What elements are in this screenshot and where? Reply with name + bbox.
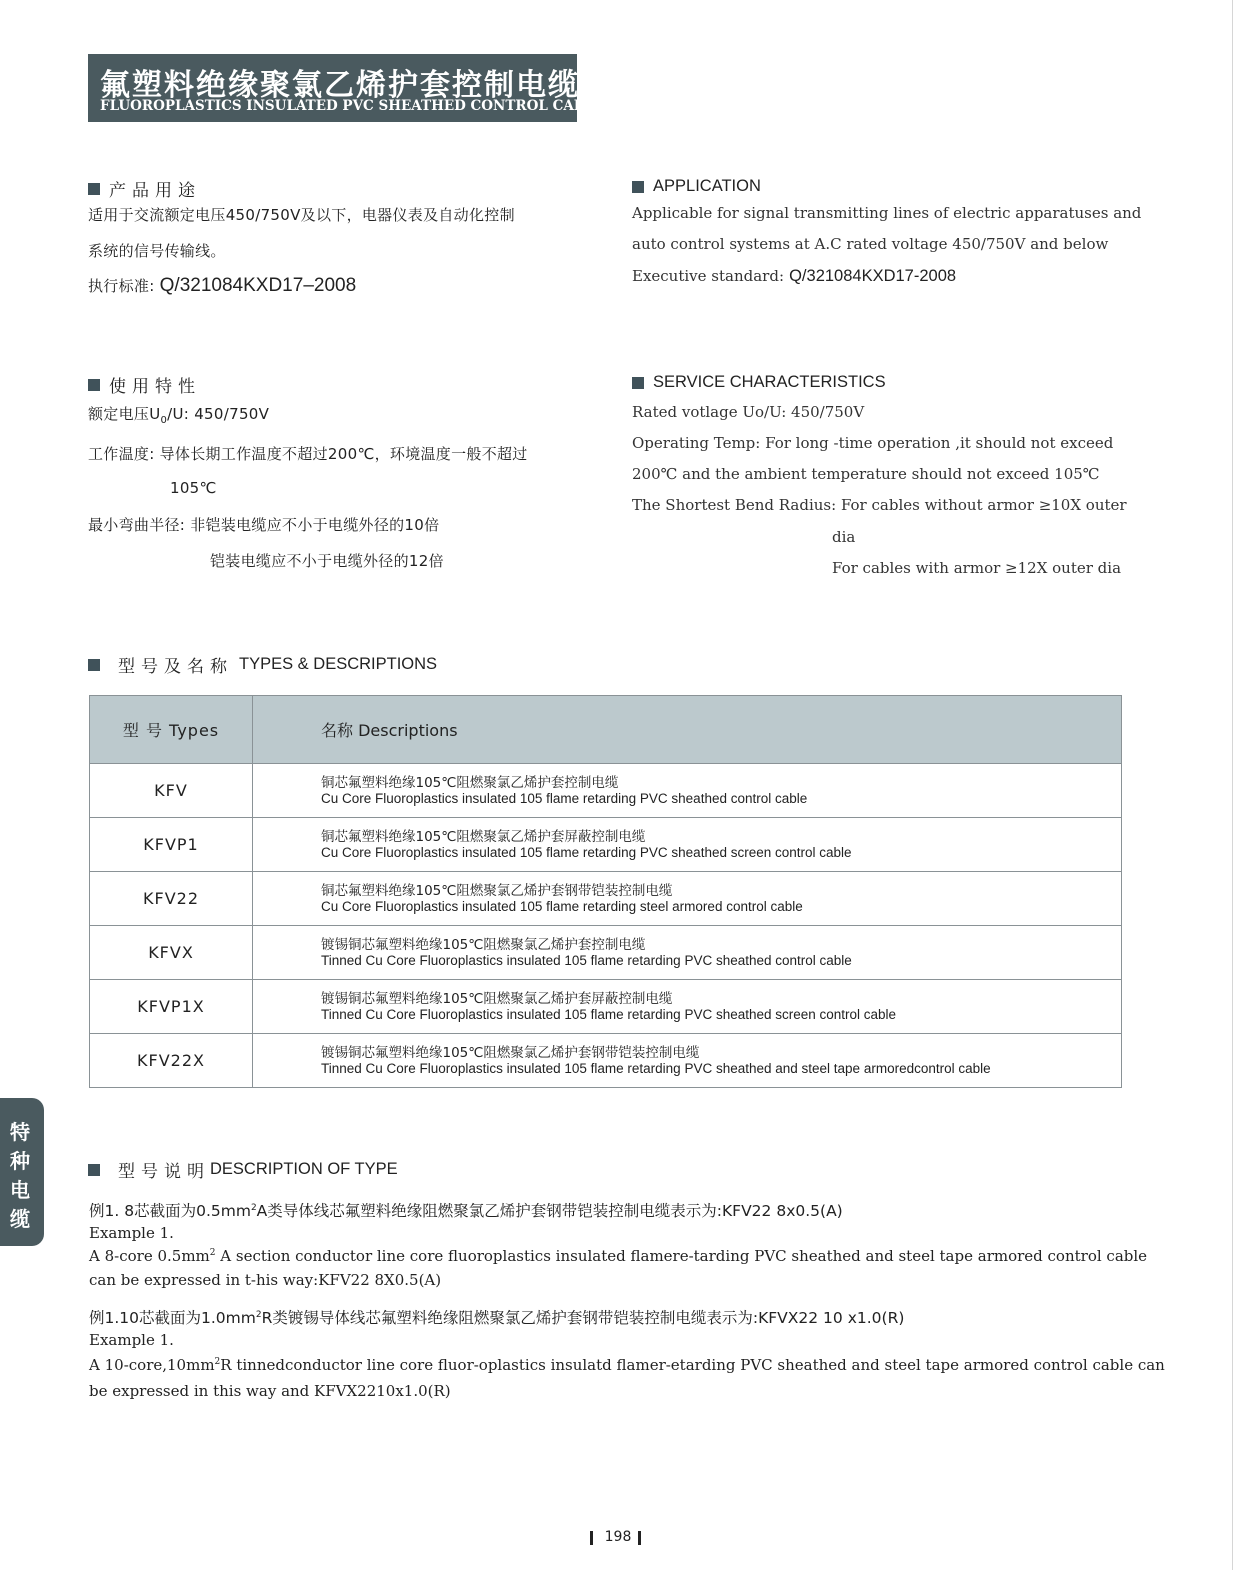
bullet-square-icon (88, 183, 100, 195)
service-en-bend1: The Shortest Bend Radius: For cables without armor ≥10X outer (632, 496, 1127, 514)
example2-en-line1: A $10-core,10mm^2R$ tinnedconductor line core fluor-oplastics insulatd flamer-etarding PVC sheathed and steel tape armored control cable can (89, 1356, 1165, 1374)
service-en-bend2: dia (832, 528, 856, 546)
example1-label: Example 1. (89, 1224, 174, 1242)
bullet-square-icon (88, 659, 100, 671)
type-code: KFV22X (90, 1034, 253, 1088)
types-heading: 型号及名称 TYPES & DESCRIPTIONS (88, 652, 437, 677)
bullet-square-icon (632, 181, 644, 193)
type-description: 镀锡铜芯氟塑料绝缘105℃阻燃聚氯乙烯护套屏蔽控制电缆 Tinned Cu Core Fluoroplastics insulated 105 flame retarding PVC sheathed screen control cable (253, 980, 1122, 1034)
application-en-line2: auto control systems at A.C rated voltage 450/750V and below (632, 235, 1109, 253)
title-banner (88, 54, 605, 122)
service-cn-temp2: 105℃ (170, 479, 217, 497)
example1-cn: 例1. 8芯截面为$0.5mm^2A$类导体线芯氟塑料绝缘阻燃聚氯乙烯护套钢带铠装控制电缆表示为:KFV22 8x0.5(A) (89, 1202, 843, 1220)
example2-cn: 例1.10芯截面为$1.0mm^2R$类镀锡导体线芯氟塑料绝缘阻燃聚氯乙烯护套钢带铠装控制电缆表示为:KFVX22 10 x1.0(R) (89, 1309, 905, 1327)
column-header-descriptions: 名称 Descriptions (253, 696, 1122, 764)
service-en-voltage: Rated votlage Uo/U: 450/750V (632, 403, 865, 421)
service-cn-bend2: 铠装电缆应不小于电缆外径的12倍 (210, 552, 444, 570)
application-cn-line1: 适用于交流额定电压450/750V及以下，电器仪表及自动化控制 (88, 206, 515, 224)
service-en-temp2: 200℃ and the ambient temperature should not exceed 105℃ (632, 465, 1100, 483)
side-tab-char: 种 (10, 1149, 30, 1173)
example2-en-line2: be expressed in this way and KFVX2210x1.0(R) (89, 1382, 451, 1400)
service-en-heading: SERVICE CHARACTERISTICS (632, 373, 886, 392)
application-en-heading: APPLICATION (632, 177, 761, 196)
page-edge-line (1232, 0, 1233, 1570)
side-tab-char: 电 (10, 1178, 30, 1202)
table-row (90, 1034, 1122, 1088)
service-cn-voltage: 额定电压$U_0/U$: 450/750V (88, 405, 270, 426)
title-en: FLUOROPLASTICS INSULATED PVC SHEATHED CONTROL CABLE (100, 98, 605, 114)
page-number-bar-right (638, 1531, 641, 1545)
service-en-temp1: Operating Temp: For long -time operation ,it should not exceed (632, 434, 1114, 452)
example1-en-line1: A 8-core $0.5mm^2$ A section conductor line core fluoroplastics insulated flamere-tarding PVC sheathed and steel tape armored control cable (89, 1247, 1148, 1265)
type-description: 铜芯氟塑料绝缘105℃阻燃聚氯乙烯护套控制电缆 Cu Core Fluoroplastics insulated 105 flame retarding PVC sheathed control cable (253, 764, 1122, 818)
side-tab-char: 特 (10, 1120, 30, 1144)
example2-label: Example 1. (89, 1331, 174, 1349)
example1-en-line2: can be expressed in t-his way:KFV22 8X0.5(A) (89, 1271, 442, 1289)
service-cn-bend1: 最小弯曲半径: 非铠装电缆应不小于电缆外径的10倍 (88, 516, 440, 534)
application-cn-line2: 系统的信号传输线。 (88, 242, 226, 260)
description-heading: 型号说明 DESCRIPTION OF TYPE (88, 1157, 398, 1182)
side-category-tab (0, 1098, 44, 1246)
service-en-bend3: For cables with armor ≥12X outer dia (832, 559, 1122, 577)
application-cn-heading: 产品用途 (88, 176, 201, 201)
table-row (90, 764, 1122, 818)
type-description: 镀锡铜芯氟塑料绝缘105℃阻燃聚氯乙烯护套钢带铠装控制电缆 Tinned Cu Core Fluoroplastics insulated 105 flame retarding PVC sheathed and steel tape armoredcontrol cable (253, 1034, 1122, 1088)
types-table-header (90, 696, 1122, 764)
bullet-square-icon (632, 377, 644, 389)
page-number: 198 (604, 1529, 632, 1545)
type-description: 镀锡铜芯氟塑料绝缘105℃阻燃聚氯乙烯护套控制电缆 Tinned Cu Core Fluoroplastics insulated 105 flame retarding PVC sheathed control cable (253, 926, 1122, 980)
side-tab-char: 缆 (10, 1207, 30, 1231)
table-row (90, 872, 1122, 926)
type-description: 铜芯氟塑料绝缘105℃阻燃聚氯乙烯护套屏蔽控制电缆 Cu Core Fluoroplastics insulated 105 flame retarding PVC sheathed screen control cable (253, 818, 1122, 872)
type-code: KFV22 (90, 872, 253, 926)
type-description: 铜芯氟塑料绝缘105℃阻燃聚氯乙烯护套钢带铠装控制电缆 Cu Core Fluoroplastics insulated 105 flame retarding steel armored control cable (253, 872, 1122, 926)
table-row (90, 926, 1122, 980)
standard-cn: 执行标准: Q/321084KXD17–2008 (88, 275, 357, 296)
service-cn-heading: 使用特性 (88, 372, 201, 397)
bullet-square-icon (88, 1164, 100, 1176)
title-cn: 氟塑料绝缘聚氯乙烯护套控制电缆 (100, 68, 580, 103)
table-row (90, 818, 1122, 872)
types-table (89, 695, 1122, 1088)
table-row (90, 980, 1122, 1034)
type-code: KFVP1 (90, 818, 253, 872)
service-cn-temp1: 工作温度: 导体长期工作温度不超过200℃，环境温度一般不超过 (88, 445, 528, 463)
bullet-square-icon (88, 379, 100, 391)
application-en-line1: Applicable for signal transmitting lines of electric apparatuses and (632, 204, 1142, 222)
type-code: KFV (90, 764, 253, 818)
page-number-bar-left (590, 1531, 593, 1545)
type-code: KFVP1X (90, 980, 253, 1034)
type-code: KFVX (90, 926, 253, 980)
standard-en: Executive standard: Q/321084KXD17-2008 (632, 267, 957, 285)
column-header-types: 型 号 Types (90, 696, 253, 764)
